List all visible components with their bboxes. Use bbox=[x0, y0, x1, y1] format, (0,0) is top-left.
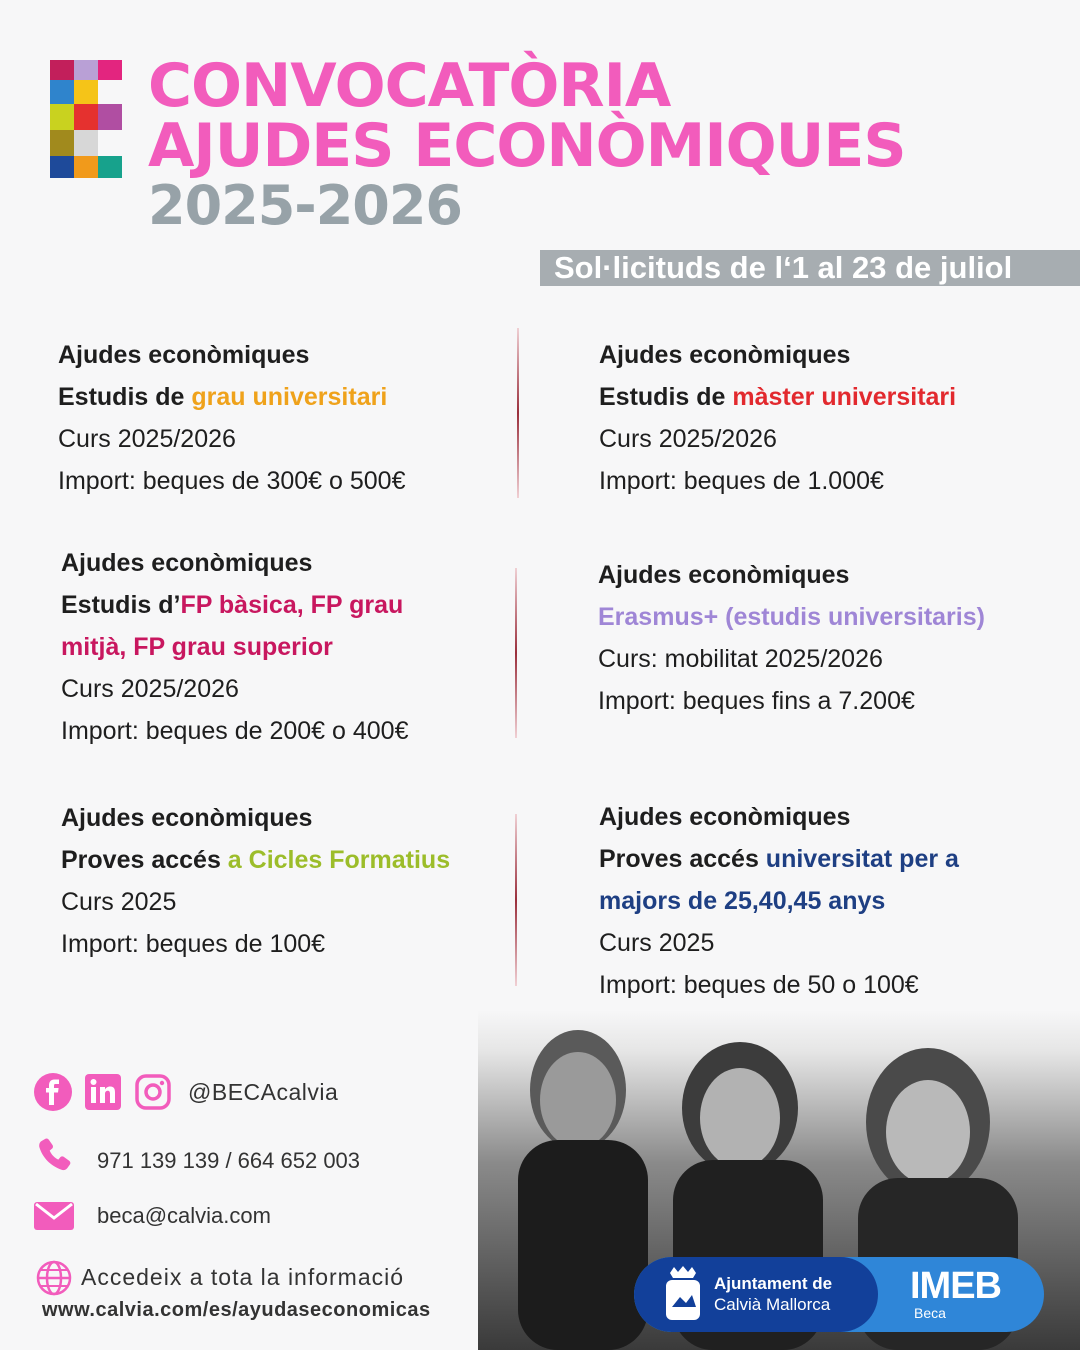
aid-course: Curs 2025/2026 bbox=[58, 425, 236, 453]
aid-amount: Import: beques de 50 o 100€ bbox=[599, 971, 919, 999]
aid-course: Curs: mobilitat 2025/2026 bbox=[598, 645, 883, 673]
aid-course: Curs 2025 bbox=[599, 929, 715, 957]
aid-block-cicles bbox=[61, 797, 450, 965]
study-prefix: Estudis de bbox=[58, 383, 192, 411]
aid-heading: Ajudes econòmiques bbox=[58, 341, 310, 369]
aid-amount: Import: beques de 1.000€ bbox=[599, 467, 884, 495]
beca-label: Beca bbox=[914, 1305, 946, 1321]
study-prefix: Proves accés bbox=[61, 846, 228, 874]
study-highlight: FP bàsica, FP grau bbox=[180, 591, 404, 619]
mail-icon bbox=[34, 1200, 74, 1232]
study-highlight: màster universitari bbox=[732, 383, 957, 411]
aid-course: Curs 2025/2026 bbox=[599, 425, 777, 453]
study-highlight: Erasmus+ (estudis universitaris) bbox=[598, 603, 985, 631]
column-divider bbox=[515, 568, 517, 738]
aid-heading: Ajudes econòmiques bbox=[599, 803, 851, 831]
email-address[interactable]: beca@calvia.com bbox=[97, 1203, 271, 1228]
application-period-banner: Sol·licituds de l‘1 al 23 de juliol bbox=[540, 250, 1080, 286]
aid-heading: Ajudes econòmiques bbox=[599, 341, 851, 369]
aid-block-erasmus bbox=[598, 554, 985, 722]
globe-icon bbox=[35, 1259, 73, 1297]
imeb-logo-grid bbox=[50, 60, 122, 178]
phone-numbers[interactable]: 971 139 139 / 664 652 003 bbox=[97, 1148, 361, 1173]
info-label: Accedeix a tota la informació bbox=[81, 1264, 405, 1290]
title-line-1: CONVOCATÒRIA bbox=[148, 51, 671, 121]
ajuntament-label bbox=[714, 1273, 832, 1315]
aid-amount: Import: beques fins a 7.200€ bbox=[598, 687, 915, 715]
phone-icon bbox=[36, 1136, 74, 1174]
info-url-link[interactable]: www.calvia.com/es/ayudaseconomicas bbox=[42, 1299, 431, 1321]
aid-heading: Ajudes econòmiques bbox=[598, 561, 850, 589]
ajuntament-imeb-badge bbox=[634, 1257, 1044, 1332]
aid-amount: Import: beques de 200€ o 400€ bbox=[61, 717, 409, 745]
title-year: 2025-2026 bbox=[148, 174, 462, 237]
study-highlight: a Cicles Formatius bbox=[227, 846, 451, 874]
aid-study bbox=[61, 839, 450, 881]
aid-study bbox=[61, 584, 409, 626]
study-prefix: Estudis d’ bbox=[61, 591, 181, 619]
study-highlight-continued: majors de 25,40,45 anys bbox=[599, 887, 886, 915]
study-highlight: universitat per a bbox=[765, 845, 959, 873]
aid-study bbox=[58, 376, 406, 418]
aid-heading: Ajudes econòmiques bbox=[61, 549, 313, 577]
aid-amount: Import: beques de 100€ bbox=[61, 930, 326, 958]
aid-block-grau bbox=[58, 334, 406, 502]
aid-amount: Import: beques de 300€ o 500€ bbox=[58, 467, 406, 495]
imeb-logo-text: IMEB bbox=[910, 1265, 1001, 1307]
social-handle[interactable]: @BECAcalvia bbox=[188, 1078, 339, 1105]
aid-heading: Ajudes econòmiques bbox=[61, 804, 313, 832]
instagram-icon[interactable] bbox=[134, 1073, 172, 1111]
title-line-2: AJUDES ECONÒMIQUES bbox=[148, 111, 906, 181]
calvia-coat-of-arms-icon bbox=[662, 1265, 704, 1325]
aid-block-fp bbox=[61, 542, 409, 752]
facebook-icon[interactable] bbox=[34, 1073, 72, 1111]
study-highlight-continued: mitjà, FP grau superior bbox=[61, 633, 333, 661]
aid-block-universitat bbox=[599, 796, 959, 1006]
aid-study bbox=[599, 376, 956, 418]
social-row bbox=[34, 1072, 338, 1112]
linkedin-icon[interactable] bbox=[84, 1073, 122, 1111]
aid-study bbox=[599, 838, 959, 880]
study-highlight: grau universitari bbox=[191, 383, 388, 411]
aid-course: Curs 2025/2026 bbox=[61, 675, 239, 703]
study-prefix: Estudis de bbox=[599, 383, 733, 411]
aid-block-master bbox=[599, 334, 956, 502]
header-title bbox=[148, 51, 906, 237]
column-divider bbox=[517, 328, 519, 498]
aid-course: Curs 2025 bbox=[61, 888, 177, 916]
column-divider bbox=[515, 814, 517, 986]
ajuntament-line-1: Ajuntament de bbox=[714, 1274, 833, 1293]
study-prefix: Proves accés bbox=[599, 845, 766, 873]
ajuntament-line-2: Calvià Mallorca bbox=[714, 1295, 831, 1314]
